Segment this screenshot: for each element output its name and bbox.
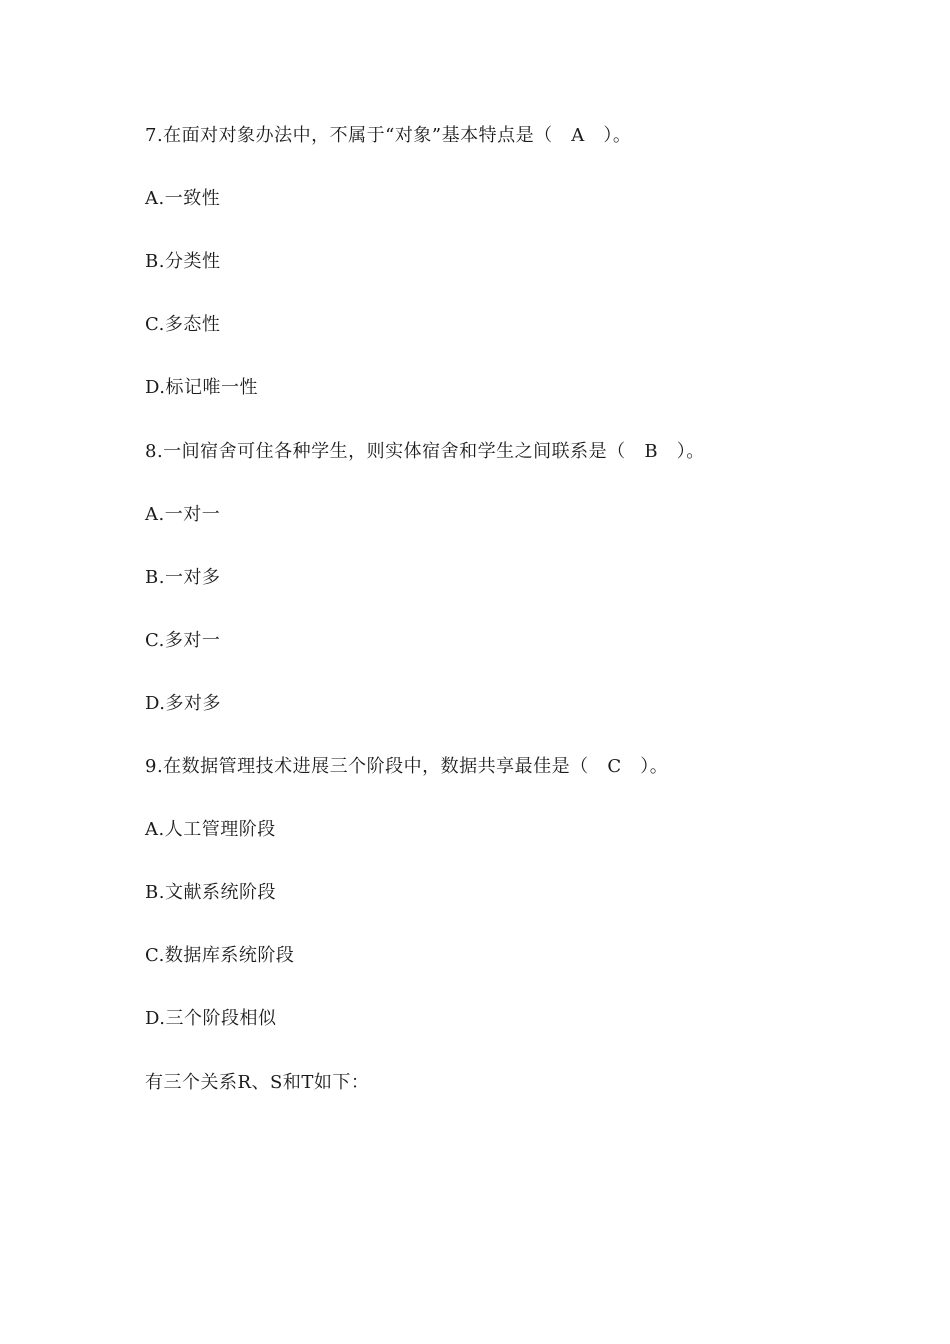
question-8-option-b: B.一对多 <box>145 567 221 588</box>
question-8-stem: 8.一间宿舍可住各种学生，则实体宿舍和学生之间联系是（ B ）。 <box>145 441 705 462</box>
relations-intro-text: 有三个关系R、S和T如下： <box>145 1072 370 1093</box>
question-9-option-a: A.人工管理阶段 <box>145 819 276 840</box>
question-7-option-d: D.标记唯一性 <box>145 377 259 398</box>
question-7-stem: 7.在面对对象办法中，不属于“对象”基本特点是（ A ）。 <box>145 125 632 146</box>
question-7-option-a: A.一致性 <box>145 188 221 209</box>
question-9-option-d: D.三个阶段相似 <box>145 1008 277 1029</box>
question-8-option-d: D.多对多 <box>145 693 222 714</box>
question-9-option-c: C.数据库系统阶段 <box>145 945 295 966</box>
question-9-option-b: B.文献系统阶段 <box>145 882 276 903</box>
question-8-option-a: A.一对一 <box>145 504 221 525</box>
question-9-stem: 9.在数据管理技术进展三个阶段中，数据共享最佳是（ C ）。 <box>145 756 669 777</box>
question-7-option-b: B.分类性 <box>145 251 221 272</box>
question-8-option-c: C.多对一 <box>145 630 221 651</box>
question-7-option-c: C.多态性 <box>145 314 221 335</box>
